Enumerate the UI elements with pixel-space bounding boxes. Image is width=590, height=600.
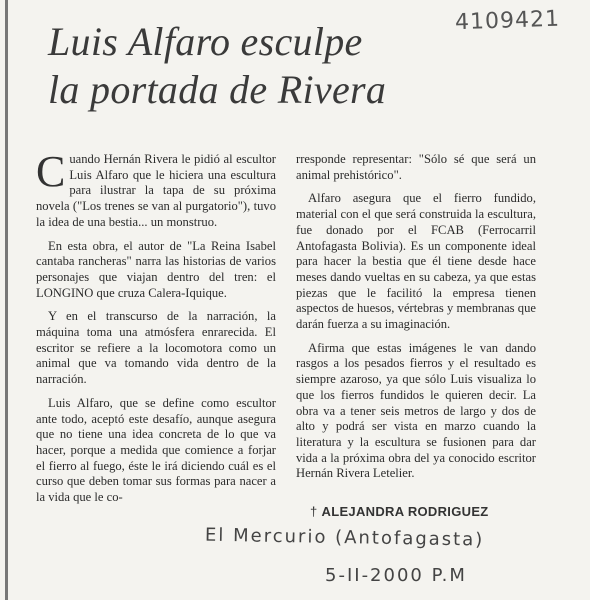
paragraph-3: Y en el transcurso de la narración, la máquina toma una atmósfera enrarecida. El escritor se refiere a la locomotora como un animal que va tomando vida dentro de la narración. xyxy=(36,309,276,387)
paragraph-2: En esta obra, el autor de "La Reina Isabel cantaba rancheras" narra las historias de varios personajes que viajan dentro del tren: el LONGINO que cruza Calera-Iquique. xyxy=(36,238,276,300)
paragraph-5: rresponde representar: "Sólo sé que será un animal prehistórico". xyxy=(296,152,536,182)
drop-cap: C xyxy=(36,147,66,196)
headline-line-1: Luis Alfaro esculpe xyxy=(48,19,363,64)
clipping-edge xyxy=(5,0,8,600)
dagger-mark: † xyxy=(310,504,318,519)
article-column-right xyxy=(296,152,536,490)
handwritten-id-number: 4109421 xyxy=(454,6,561,36)
byline-author: ALEJANDRA RODRIGUEZ xyxy=(321,504,489,519)
headline-line-2: la portada de Rivera xyxy=(48,67,387,112)
article-column-left xyxy=(36,147,276,514)
paragraph-1 xyxy=(36,147,276,231)
paragraph-7: Afirma que estas imágenes le van dando rasgos a los pesados fierros y el resultado es siempre azaroso, ya que sólo Luis visualiza lo que los fierros fundidos le quieren decir. La obra va a tener seis metros de largo y dos de alto y podrá ser vista en marzo cuando la literatura y la escultura se fusionen para dar vida a la próxima obra del ya conocido escritor Hernán Rivera Letelier. xyxy=(296,340,536,481)
handwritten-source-note: El Mercurio (Antofagasta) xyxy=(204,524,485,551)
headline xyxy=(48,18,478,114)
paragraph-1-text: uando Hernán Rivera le pidió al escultor Luis Alfaro que le hiciera una escultura para ilustrar la tapa de su próxima novela ("Los trenes se van al purgatorio"), tuvo la idea de una bestia... un monstruo. xyxy=(36,152,276,229)
paragraph-4: Luis Alfaro, que se define como escultor ante todo, aceptó este desafío, aunque asegura que no tiene una idea concreta de lo que va hacer, porque a medida que comience a forjar el fierro al fuego, éste le irá diciendo cuál es el curso que deben tomar sus formas para nacer a la vida que le co- xyxy=(36,395,276,505)
handwritten-date-note: 5-II-2000 P.M xyxy=(325,565,467,586)
byline xyxy=(310,504,550,519)
paragraph-6: Alfaro asegura que el fierro fundido, material con el que será construida la escultura, fue donado por el FCAB (Ferrocarril Antofagasta Bolivia). Es un componente ideal para hacer la bestia que él tiene desde hace meses dando vueltas en su cabeza, ya que estas piezas que le facilitó la empresa tienen aspectos de huesos, vértebras y membranas que darán fuerza a su imaginación. xyxy=(296,191,536,332)
